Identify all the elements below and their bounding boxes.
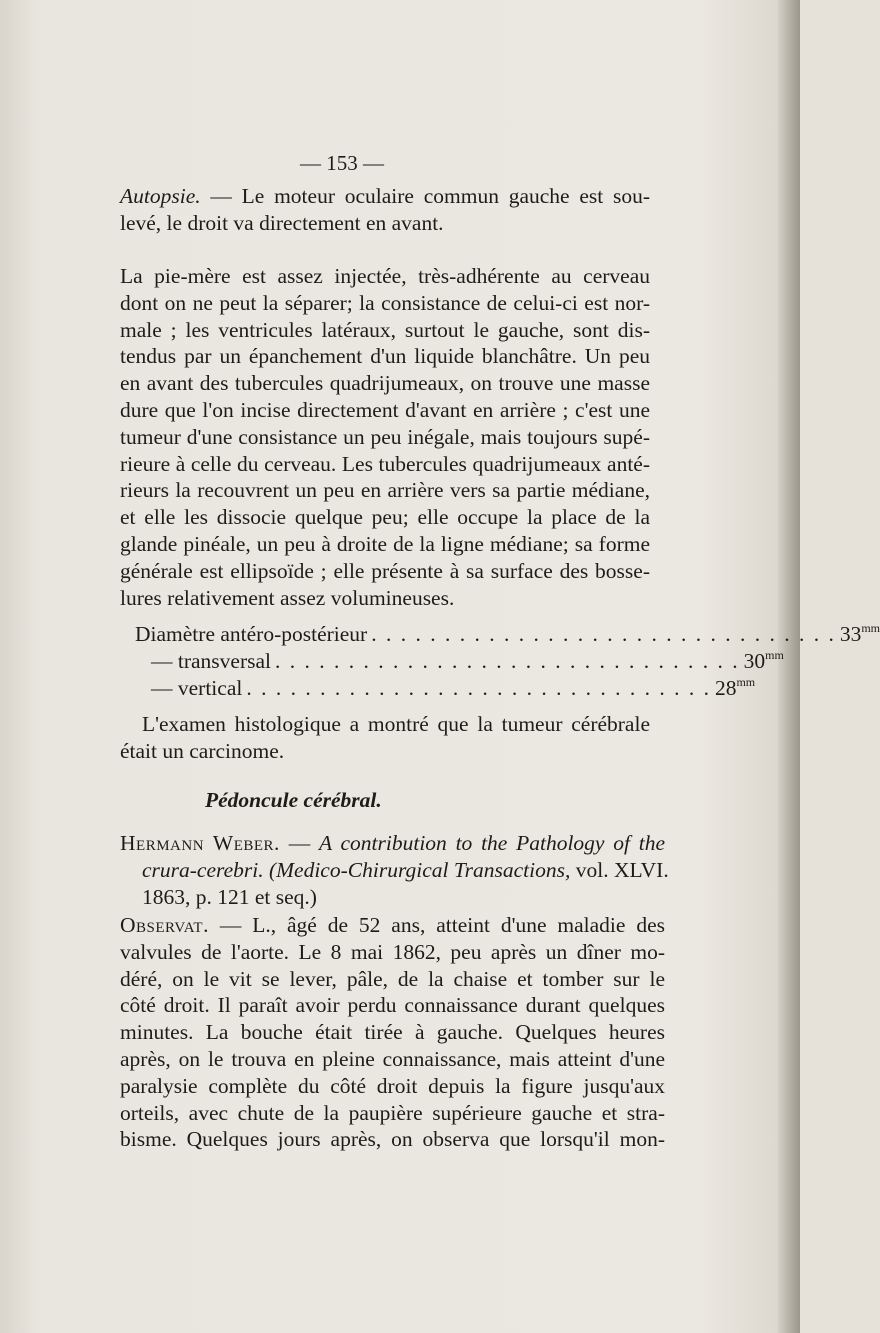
dimension-number: 28 xyxy=(714,676,737,700)
text-line: en avant des tubercules quadrijumeaux, on trouve une masse xyxy=(120,371,650,396)
leader-dots: . . . . . . . . . . . . . . . . . . . . . . . . . . . . . . . . xyxy=(371,622,836,646)
reference-title-cont: crura-cerebri. (Medico-Chirurgical Transactions, xyxy=(142,857,571,882)
dimension-unit: mm xyxy=(736,675,756,689)
text-line: côté droit. Il paraît avoir perdu connaissance durant quelques xyxy=(120,993,665,1018)
text-line: tumeur d'une consistance un peu inégale, mais toujours supé- xyxy=(120,424,650,449)
text-line: et elle les dissocie quelque peu; elle occupe la place de la xyxy=(120,505,650,530)
text-line: déré, on le vit se lever, pâle, de la chaise et tomber sur le xyxy=(120,966,665,991)
text-line: valvules de l'aorte. Le 8 mai 1862, peu après un dîner mo- xyxy=(120,939,665,964)
text-line: générale est ellipsoïde ; elle présente à sa surface des bosse- xyxy=(120,558,650,583)
text-line-content: — L., âgé de 52 ans, atteint d'une maladie des xyxy=(219,913,665,937)
text-line: La pie-mère est assez injectée, très-adhérente au cerveau xyxy=(120,264,650,288)
leader-dots: . . . . . . . . . . . . . . . . . . . . . . . . . . . . . . . . xyxy=(275,649,740,673)
text-line xyxy=(120,857,669,884)
dimension-row xyxy=(135,648,784,675)
dimension-number: 33 xyxy=(839,622,862,646)
text-line: bisme. Quelques jours après, on observa que lorsqu'il mon- xyxy=(120,1127,665,1152)
dimension-number: 30 xyxy=(743,649,766,673)
text-line: était un carcinome. xyxy=(120,738,285,763)
observation-paragraph xyxy=(120,912,665,1153)
autopsie-paragraph xyxy=(120,183,650,237)
text-line: rieure à celle du cerveau. Les tubercules quadrijumeaux anté- xyxy=(120,451,650,476)
dimension-unit: mm xyxy=(861,621,880,635)
dimension-label: Diamètre antéro-postérieur xyxy=(135,622,368,646)
dimension-row xyxy=(135,675,756,702)
text-line: dont on ne peut la séparer; la consistance de celui-ci est nor- xyxy=(120,290,650,315)
bibliographic-reference xyxy=(120,830,669,910)
page-number: — 153 — xyxy=(300,151,384,175)
text-line: tendus par un épanchement d'un liquide blanchâtre. Un peu xyxy=(120,344,650,369)
dimension-label: — transversal xyxy=(151,649,272,673)
text-line xyxy=(120,183,650,210)
reference-title: A contribution to the Pathology of the xyxy=(318,831,666,855)
text-line: rieurs la recouvrent un peu en arrière vers sa partie médiane, xyxy=(120,478,650,503)
histology-paragraph xyxy=(120,711,650,765)
pie-mere-paragraph xyxy=(120,263,650,611)
dimension-label: — vertical xyxy=(151,676,243,700)
reference-author: Hermann Weber. xyxy=(120,831,280,855)
text-line: dure que l'on incise directement d'avant en arrière ; c'est une xyxy=(120,397,650,422)
reference-dash: — xyxy=(288,831,319,855)
dimension-unit: mm xyxy=(765,648,784,662)
text-line: 1863, p. 121 et seq.) xyxy=(142,884,317,909)
text-line: L'examen histologique a montré que la tumeur cérébrale xyxy=(142,712,650,736)
text-line xyxy=(120,912,665,939)
text-line: après, on le trouva en pleine connaissance, mais atteint d'une xyxy=(120,1046,665,1071)
text-line: levé, le droit va directement en avant. xyxy=(120,210,444,235)
text-line: orteils, avec chute de la paupière supérieure gauche et stra- xyxy=(120,1100,665,1125)
dimension-value xyxy=(744,648,784,675)
text-line: lures relativement assez volumineuses. xyxy=(120,585,455,610)
dimensions-table xyxy=(135,621,880,702)
autopsie-label: Autopsie. xyxy=(120,184,201,208)
text-line-content: — Le moteur oculaire commun gauche est sou- xyxy=(210,184,651,208)
text-line xyxy=(120,830,665,857)
text-line: paralysie complète du côté droit depuis la figure jusqu'aux xyxy=(120,1073,665,1098)
text-line: minutes. La bouche était tirée à gauche. Quelques heures xyxy=(120,1020,665,1045)
reference-volume: vol. XLVI. xyxy=(570,857,669,882)
dimension-row xyxy=(135,621,880,648)
section-heading: Pédoncule cérébral. xyxy=(205,788,382,812)
text-line: male ; les ventricules latéraux, surtout le gauche, sont dis- xyxy=(120,317,650,342)
observation-label: Observat. xyxy=(120,913,209,937)
text-line: glande pinéale, un peu à droite de la ligne médiane; sa forme xyxy=(120,531,650,556)
dimension-value xyxy=(715,675,755,702)
dimension-value xyxy=(840,621,880,648)
leader-dots: . . . . . . . . . . . . . . . . . . . . . . . . . . . . . . . . xyxy=(246,676,711,700)
